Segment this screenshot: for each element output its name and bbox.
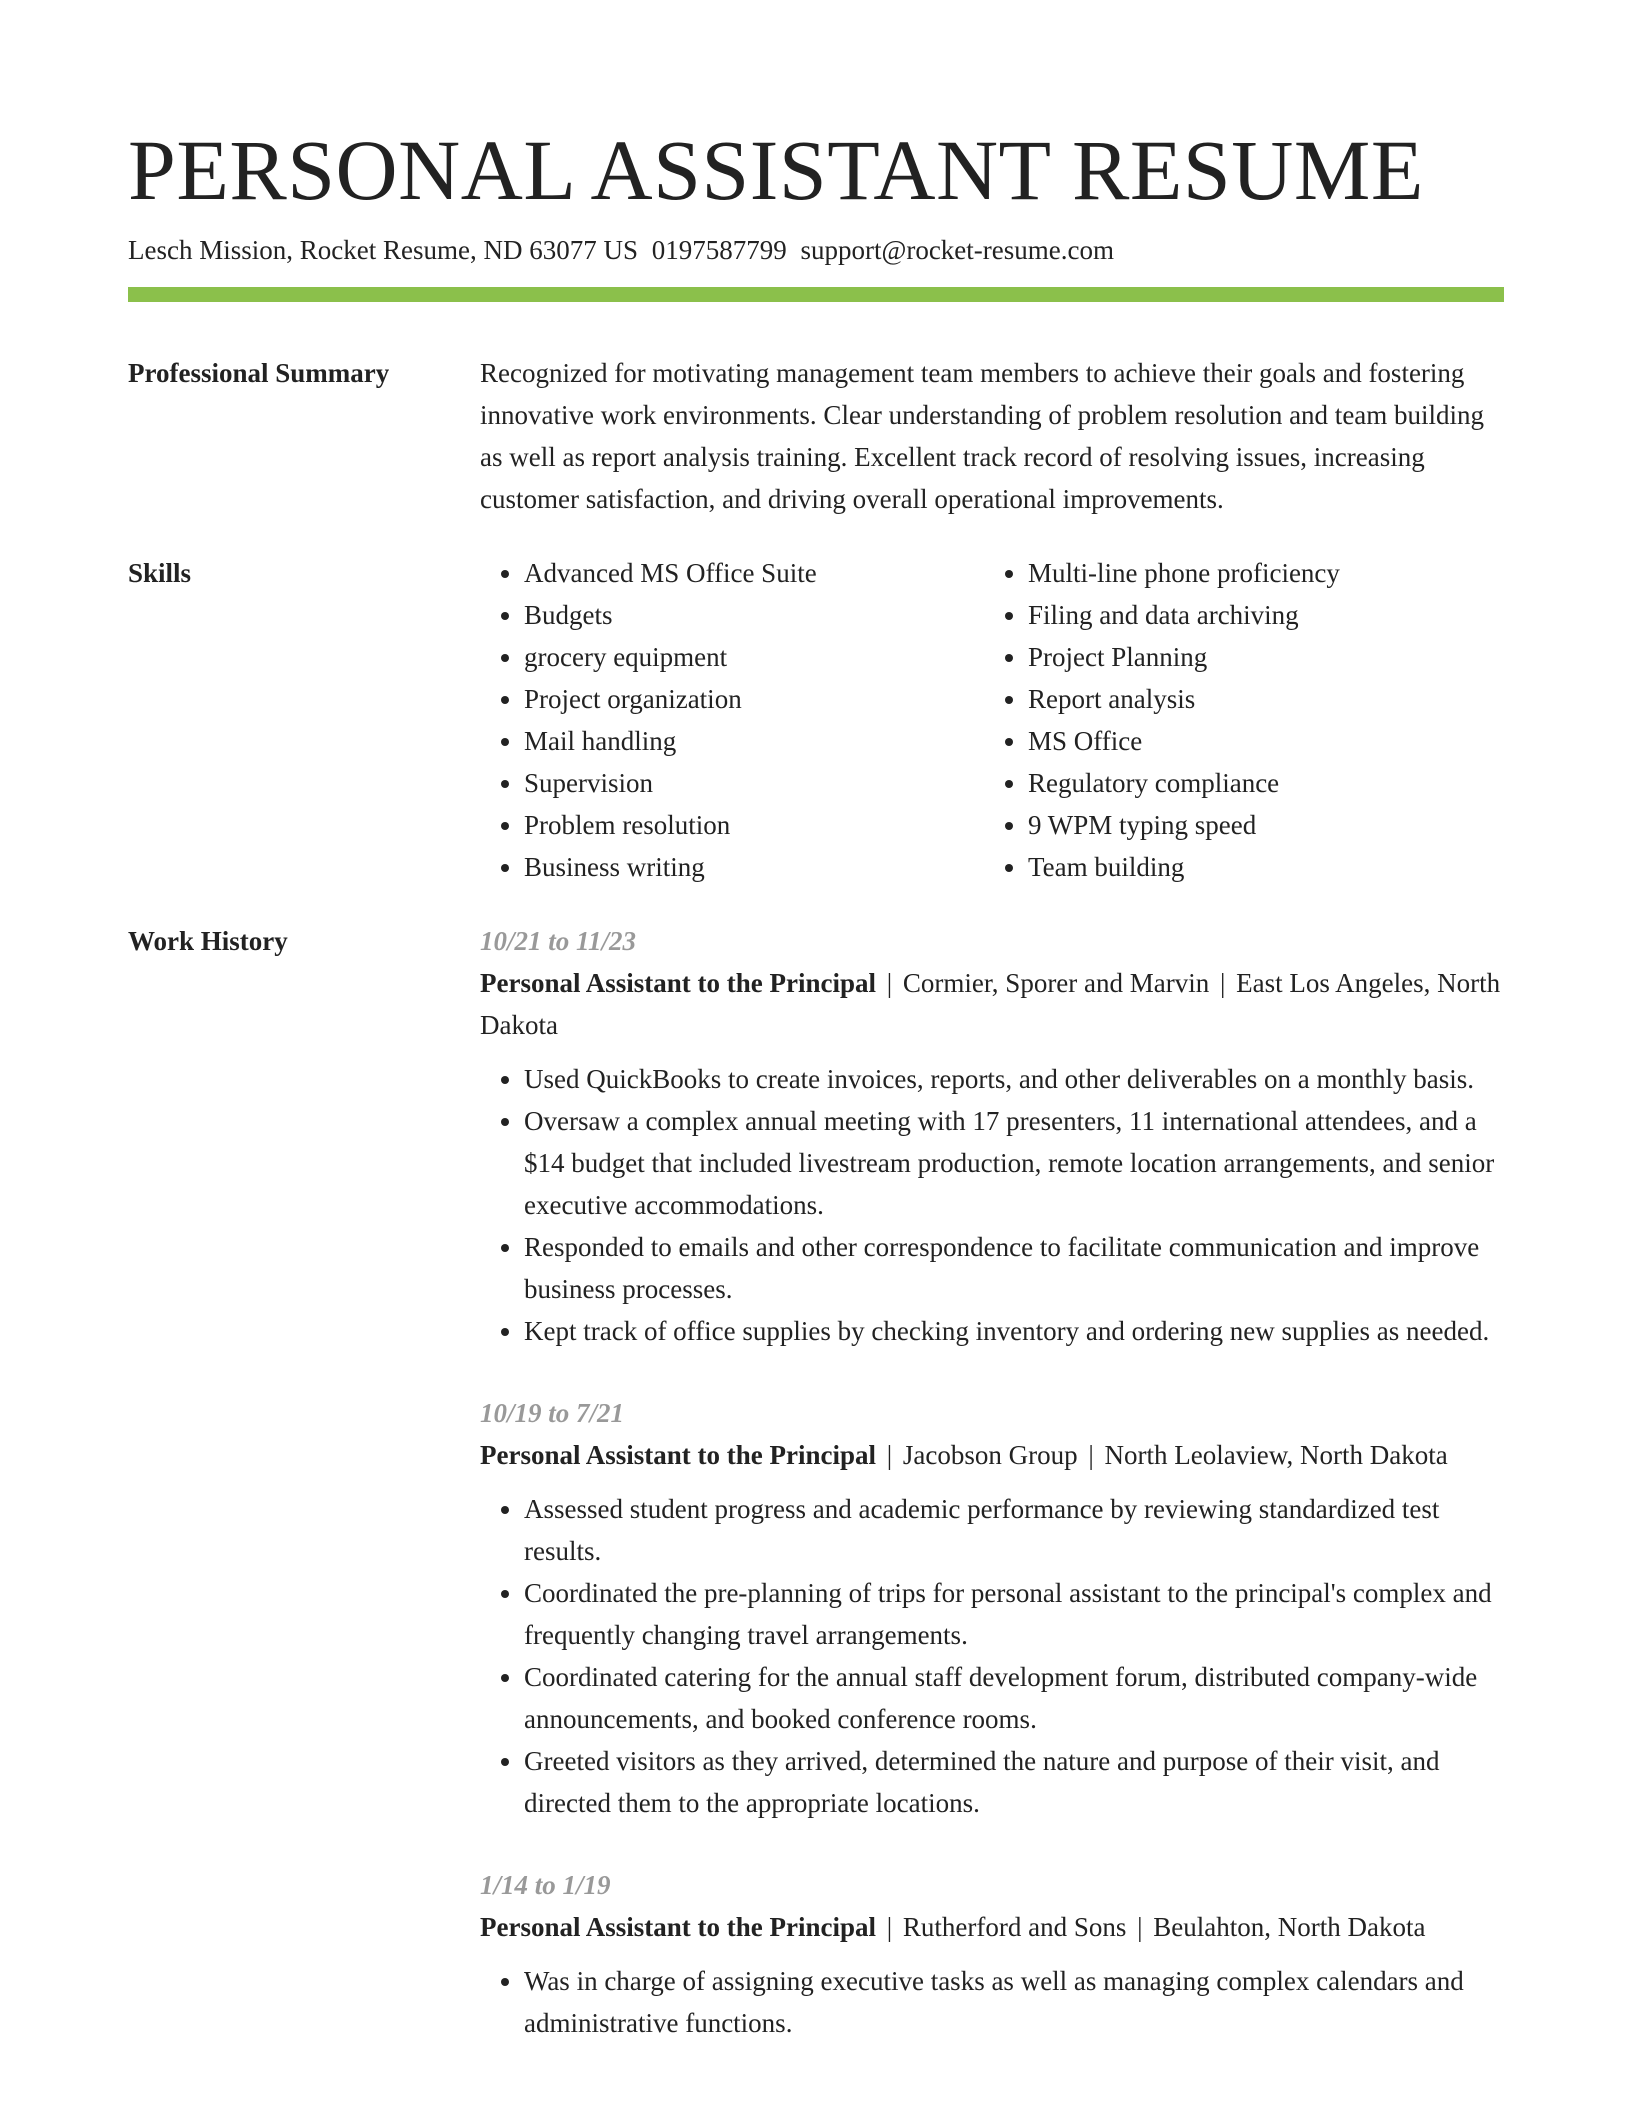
job-dates: 1/14 to 1/19 xyxy=(480,1870,611,1900)
job-separator: | xyxy=(1220,968,1226,998)
job-header xyxy=(480,1434,1504,1476)
summary-heading: Professional Summary xyxy=(128,358,390,388)
skill-item: • Problem resolution xyxy=(524,804,984,846)
job-separator: | xyxy=(886,1912,893,1942)
skill-item: • grocery equipment xyxy=(524,636,984,678)
job-bullets xyxy=(480,1960,1504,2044)
job-bullet: • Greeted visitors as they arrived, determined the nature and purpose of their visit, and directed them to the appropriate locations. xyxy=(524,1740,1504,1824)
contact-address: Lesch Mission, Rocket Resume, ND 63077 US xyxy=(128,235,638,265)
skill-item: • Mail handling xyxy=(524,720,984,762)
resume-title: PERSONAL ASSISTANT RESUME xyxy=(128,122,1424,218)
summary-body xyxy=(480,352,1504,520)
work-history-heading: Work History xyxy=(128,926,288,956)
skill-item: • Budgets xyxy=(524,594,984,636)
contact-email[interactable]: support@rocket-resume.com xyxy=(800,235,1114,265)
job-location: Beulahton, North Dakota xyxy=(1153,1912,1426,1942)
contact-phone: 0197587799 xyxy=(651,235,787,265)
job-bullet: • Used QuickBooks to create invoices, reports, and other deliverables on a monthly basis. xyxy=(524,1058,1504,1100)
skill-item: • Advanced MS Office Suite xyxy=(524,552,984,594)
skills-section xyxy=(128,552,1504,888)
job-company: Jacobson Group xyxy=(902,1440,1078,1470)
job-title: Personal Assistant to the Principal xyxy=(480,1912,876,1942)
job-bullet: • Kept track of office supplies by checking inventory and ordering new supplies as needed. xyxy=(524,1310,1504,1352)
job-dates: 10/21 to 11/23 xyxy=(480,926,637,956)
job-header xyxy=(480,962,1504,1046)
skills-heading: Skills xyxy=(128,558,192,588)
contact-line xyxy=(128,232,1504,268)
skill-item: • MS Office xyxy=(1028,720,1488,762)
resume-page xyxy=(128,0,1504,2084)
job-entry xyxy=(480,920,1504,1352)
job-bullet: • Coordinated catering for the annual staff development forum, distributed company-wide announcements, and booked conference rooms. xyxy=(524,1656,1504,1740)
skill-item: • Regulatory compliance xyxy=(1028,762,1488,804)
job-bullets xyxy=(480,1058,1504,1352)
job-entry xyxy=(480,1864,1504,2044)
job-location: East Los Angeles, North Dakota xyxy=(480,968,1501,1040)
job-separator: | xyxy=(886,968,893,998)
job-location: North Leolaview, North Dakota xyxy=(1104,1440,1448,1470)
skills-column-left xyxy=(480,552,984,888)
skills-body xyxy=(480,552,1504,888)
summary-text: Recognized for motivating management team members to achieve their goals and fostering innovative work environments. Clear understanding of problem resolution and team building as well as report analysis training. Excellent track record of resolving issues, increasing customer satisfaction, and driving overall operational improvements. xyxy=(480,358,1485,514)
summary-section xyxy=(128,352,1504,520)
skill-item: • Filing and data archiving xyxy=(1028,594,1488,636)
job-header xyxy=(480,1906,1504,1948)
work-history-body xyxy=(480,920,1504,2084)
skill-item: • Multi-line phone proficiency xyxy=(1028,552,1488,594)
skills-column-right xyxy=(984,552,1488,888)
skill-item: • Business writing xyxy=(524,846,984,888)
skill-item: • 9 WPM typing speed xyxy=(1028,804,1488,846)
skill-item: • Project organization xyxy=(524,678,984,720)
job-separator: | xyxy=(1137,1912,1143,1942)
job-bullet: • Assessed student progress and academic performance by reviewing standardized test results. xyxy=(524,1488,1504,1572)
job-title: Personal Assistant to the Principal xyxy=(480,968,876,998)
skill-item: • Report analysis xyxy=(1028,678,1488,720)
job-bullet: • Was in charge of assigning executive tasks as well as managing complex calendars and administrative functions. xyxy=(524,1960,1504,2044)
job-title: Personal Assistant to the Principal xyxy=(480,1440,876,1470)
job-entry xyxy=(480,1392,1504,1824)
skill-item: • Team building xyxy=(1028,846,1488,888)
skill-item: • Supervision xyxy=(524,762,984,804)
skills-columns xyxy=(480,552,1504,888)
skill-item: • Project Planning xyxy=(1028,636,1488,678)
job-bullet: • Oversaw a complex annual meeting with 17 presenters, 11 international attendees, and a $14 budget that included livestream production, remote location arrangements, and senior executive accommodations. xyxy=(524,1100,1504,1226)
job-separator: | xyxy=(886,1440,893,1470)
job-bullets xyxy=(480,1488,1504,1824)
job-bullet: • Coordinated the pre-planning of trips for personal assistant to the principal's complex and frequently changing travel arrangements. xyxy=(524,1572,1504,1656)
work-history-section xyxy=(128,920,1504,2084)
job-company: Cormier, Sporer and Marvin xyxy=(902,968,1210,998)
job-dates: 10/19 to 7/21 xyxy=(480,1398,625,1428)
job-company: Rutherford and Sons xyxy=(902,1912,1127,1942)
job-bullet: • Responded to emails and other correspondence to facilitate communication and improve business processes. xyxy=(524,1226,1504,1310)
job-separator: | xyxy=(1088,1440,1094,1470)
header-divider xyxy=(128,287,1504,302)
